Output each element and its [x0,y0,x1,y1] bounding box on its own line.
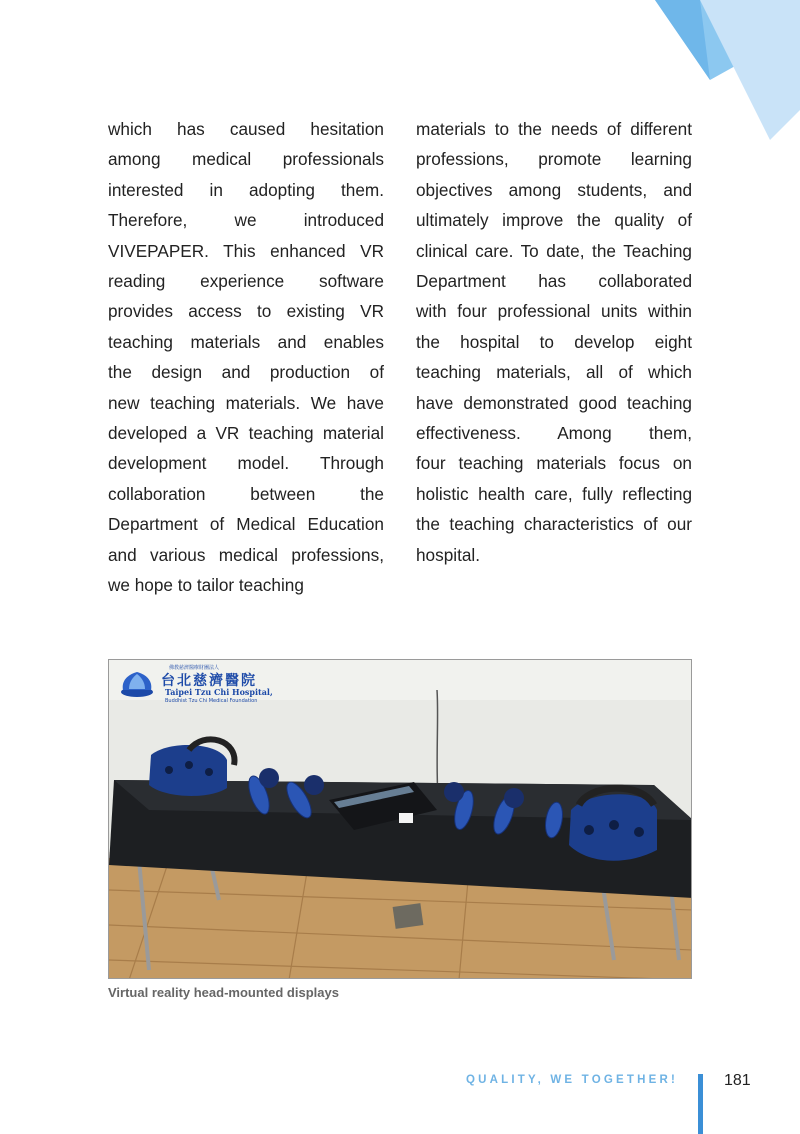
text-line: materials to the needs of different [416,119,692,139]
page-number: 181 [724,1072,751,1089]
figure-caption: Virtual reality head-mounted displays [108,985,339,1000]
text-line: the teaching characteristics of our [416,514,692,535]
right-headset [569,788,657,861]
text-line: reading experience software [108,271,384,292]
text-line: clinical care. To date, the Teaching [416,240,692,261]
vr-equipment-photo [108,659,692,979]
lotus-emblem [121,672,153,697]
text-line: professions, promote learning [416,149,692,170]
text-line: we hope to tailor teaching [108,575,304,596]
right-text-column [416,114,692,570]
hospital-logo [115,662,275,706]
text-line: holistic health care, fully reflecting [416,483,692,504]
footer-tagline: QUALITY, WE TOGETHER! [465,1074,678,1086]
text-line: ultimately improve the quality of [416,210,692,231]
svg-text:Taipei Tzu Chi Hospital,: Taipei Tzu Chi Hospital, [165,687,273,697]
text-line: developed a VR teaching material [108,423,384,444]
svg-text:Buddhist Tzu Chi Medical Found: Buddhist Tzu Chi Medical Foundation [165,698,258,704]
text-line: and various medical professions, [108,544,384,565]
text-line: have demonstrated good teaching [416,392,692,413]
text-line: teaching materials and enables [108,331,384,352]
svg-text:佛教慈濟醫療財團法人: 佛教慈濟醫療財團法人 [169,665,220,671]
left-text-column [108,114,384,601]
text-line: effectiveness. Among them, [416,423,692,444]
text-line: Therefore, we introduced [108,210,384,231]
text-line: hospital. [416,544,481,565]
text-line: the hospital to develop eight [416,331,692,352]
footer-accent-bar [698,1074,703,1134]
text-line: new teaching materials. We have [108,392,384,413]
photo-illustration [109,660,692,979]
text-line: teaching materials, all of which [416,362,692,383]
text-line: development model. Through [108,453,384,474]
text-line: the design and production of [108,362,384,383]
text-line: collaboration between the [108,483,384,504]
text-line: objectives among students, and [416,179,692,200]
text-line: interested in adopting them. [108,179,384,200]
svg-text:台北慈濟醫院: 台北慈濟醫院 [161,673,257,689]
text-line: among medical professionals [108,149,384,170]
text-line: VIVEPAPER. This enhanced VR [108,240,384,261]
text-line: four teaching materials focus on [416,453,692,474]
text-line: provides access to existing VR [108,301,384,322]
text-line: Department has collaborated [416,271,692,292]
text-line: which has caused hesitation [108,119,384,139]
text-line: Department of Medical Education [108,514,384,535]
text-line: with four professional units within [416,301,692,322]
